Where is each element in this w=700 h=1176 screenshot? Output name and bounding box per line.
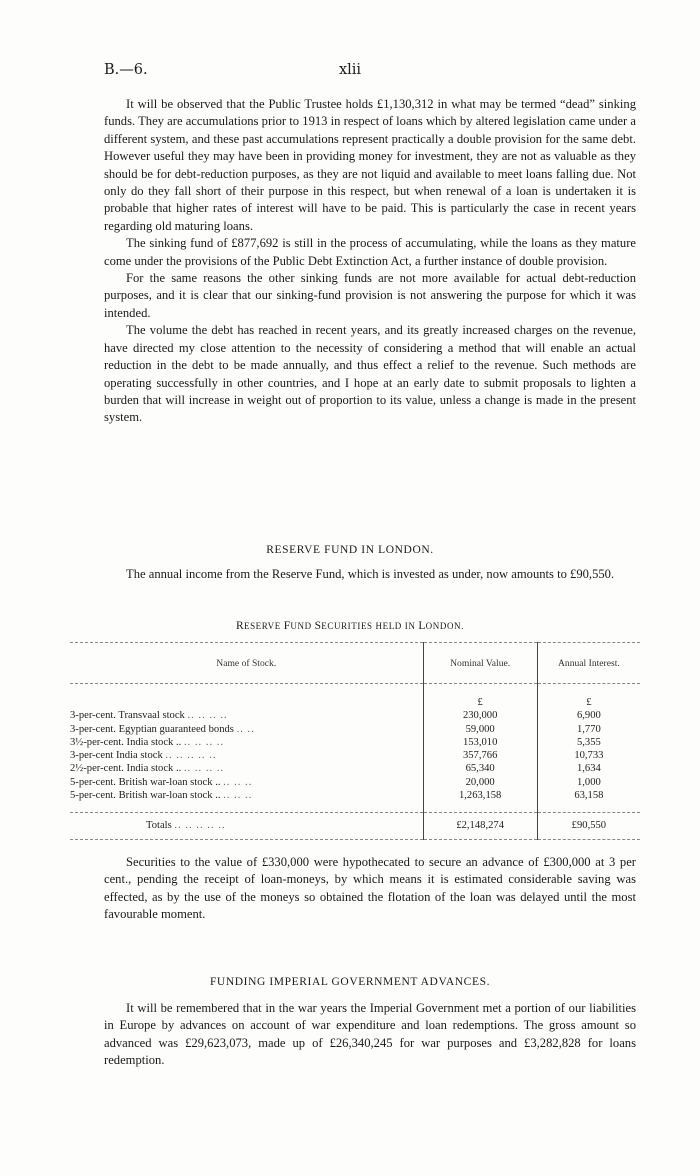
paragraph-other-sinking-funds: For the same reasons the other sinking funds are not more available for actual debt-reduction purposes, and it is clear that our sinking-fund provision is not answering the purpose for which it was intended. (104, 271, 636, 320)
sinking-funds-text (104, 96, 636, 427)
table-row (70, 709, 640, 722)
column-header-nominal: Nominal Value. (423, 643, 537, 684)
nominal-value: 1,263,158 (423, 789, 537, 802)
stock-name: 2½-per-cent. India stock .. (70, 763, 182, 775)
funding-advances-paragraph: It will be remembered that in the war years the Imperial Government met a portion of our liabilities in Europe by advances on account of war expenditure and loan redemptions. The gross amount so advanced was £29,623,073, made up of £26,340,245 for war purposes and £3,282,828 for loans redemption. (104, 1001, 636, 1068)
table-row (70, 749, 640, 762)
column-header-interest: Annual Interest. (537, 643, 640, 684)
leader-dots: .. .. .. .. (187, 710, 228, 722)
nominal-value: 357,766 (423, 749, 537, 762)
page-number: xlii (338, 62, 362, 78)
table-row (70, 723, 640, 736)
nominal-value: 20,000 (423, 776, 537, 789)
annual-interest: 1,634 (537, 762, 640, 775)
table-row (70, 762, 640, 775)
table-header-row (70, 643, 640, 684)
leader-dots: .. .. .. .. (183, 736, 225, 748)
table-title (0, 620, 700, 632)
stock-name: 3-per-cent. Egyptian guaranteed bonds (70, 723, 234, 735)
annual-interest: 1,000 (537, 776, 640, 789)
table-row (70, 776, 640, 789)
total-nominal-value: £2,148,274 (423, 813, 537, 840)
annual-interest: 6,900 (537, 709, 640, 722)
spacer-row (70, 802, 640, 813)
total-annual-interest: £90,550 (537, 813, 640, 840)
paragraph-sinking-fund-877692: The sinking fund of £877,692 is still in the process of accumulating, while the loans as they mature come under the provisions of the Public Debt Extinction Act, a further instance of double provision. (104, 236, 636, 268)
table-title-part: RESERVE (235, 620, 284, 632)
nominal-value: 230,000 (423, 709, 537, 722)
column-header-name: Name of Stock. (70, 643, 423, 684)
nominal-value: 153,010 (423, 736, 537, 749)
paragraph-dead-sinking-funds: It will be observed that the Public Trustee holds £1,130,312 in what may be termed “dead” sinking funds. They are accumulations prior to 1913 in respect of loans which by altered legislation came under a different system, and these past accumulations represent practically a double provision for the same debt. However useful they may have been in providing money for investment, they are not as valuable as they should be for debt-reduction purposes, as they are not liquid and available to meet loans falling due. Not only do they fall short of their purpose in this respect, but when renewal of a loan is undertaken it is probable that higher rates of interest will have to be paid. This is particularly the case in recent years regarding old maturing loans. (104, 97, 636, 233)
leader-dots: .. .. .. (223, 790, 253, 802)
table-row (70, 736, 640, 749)
stock-name: 3-per-cent. Transvaal stock (70, 710, 185, 722)
nominal-value: 59,000 (423, 723, 537, 736)
totals-row (70, 813, 640, 840)
stock-name: 5-per-cent. British war-loan stock .. (70, 790, 221, 802)
paragraph-debt-volume: The volume the debt has reached in recent years, and its greatly increased charges on the revenue, have directed my close attention to the necessity of considering a method that will enable an actual reduction in the debt to be made annually, and thus effect a relief to the revenue. Such methods are operating successfully in other countries, and I hope at an early date to submit proposals to lighten a burden that will increase in weight out of proportion to its value, unless a change is made in the present system. (104, 323, 636, 425)
nominal-value: 65,340 (423, 762, 537, 775)
report-reference: B.—6. (104, 62, 148, 78)
annual-interest: 10,733 (537, 749, 640, 762)
table-row (70, 789, 640, 802)
annual-interest: 1,770 (537, 723, 640, 736)
table-title-part: LONDON. (418, 620, 464, 632)
leader-dots: .. .. .. .. (183, 763, 225, 775)
funding-advances-heading: FUNDING IMPERIAL GOVERNMENT ADVANCES. (209, 976, 491, 988)
annual-interest: 5,355 (537, 736, 640, 749)
stock-name: 3½-per-cent. India stock .. (70, 736, 182, 748)
units-row (70, 684, 640, 710)
stock-name: 3-per-cent India stock (70, 750, 163, 762)
leader-dots: .. .. .. (223, 776, 253, 788)
stock-name: 5-per-cent. British war-loan stock .. (70, 776, 221, 788)
interest-unit: £ (537, 684, 640, 710)
table-title-part: SECURITIES HELD IN (314, 620, 419, 632)
reserve-fund-intro: The annual income from the Reserve Fund, which is invested as under, now amounts to £90,550. (126, 567, 615, 581)
leader-dots: .. .. .. .. .. (174, 820, 226, 832)
leader-dots: .. .. .. .. .. (165, 750, 217, 762)
hypothecation-paragraph: Securities to the value of £330,000 were hypothecated to secure an advance of £300,000 at 3 per cent., pending the receipt of loan-moneys, by which means it is estimated considerable saving was effected, as by the use of the moneys so obtained the flotation of the loan was delayed until the most favourable moment. (104, 855, 636, 922)
totals-label: Totals (146, 820, 172, 832)
annual-interest: 63,158 (537, 789, 640, 802)
table-title-part: FUND (283, 620, 315, 632)
leader-dots: .. .. (236, 723, 255, 735)
reserve-securities-table (70, 642, 640, 840)
reserve-fund-heading: RESERVE FUND IN LONDON. (266, 544, 434, 556)
nominal-unit: £ (423, 684, 537, 710)
